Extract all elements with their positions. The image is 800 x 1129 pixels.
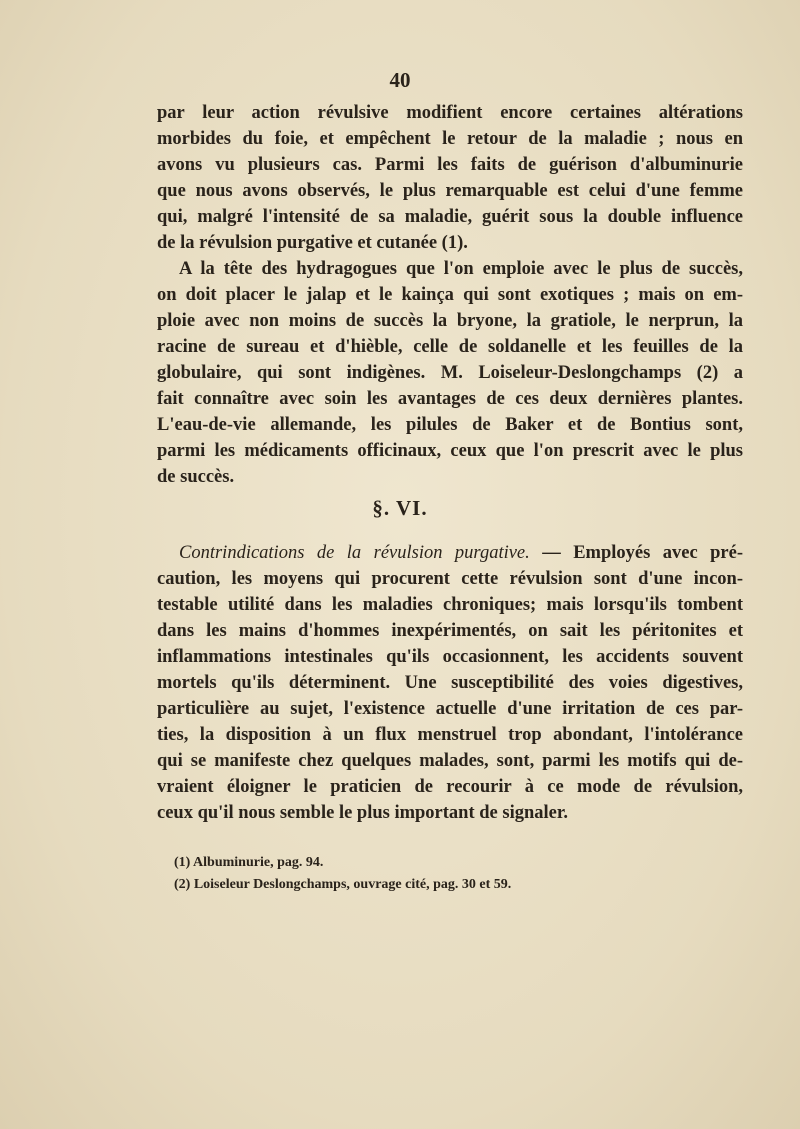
footnotes (174, 852, 694, 896)
text-line: inflammations intestinales qu'ils occasionnent, les accidents souvent (157, 647, 743, 667)
text-line: mortels qu'ils déterminent. Une susceptibilité des voies digestives, (157, 673, 743, 693)
text-line: ploie avec non moins de succès la bryone, la gratiole, le nerprun, la (157, 311, 743, 331)
text-line: dans les mains d'hommes inexpérimentés, on sait les péritonites et (157, 621, 743, 641)
text-line: globulaire, qui sont indigènes. M. Loiseleur-Deslongchamps (2) a (157, 363, 743, 383)
text-line: par leur action révulsive modifient encore certaines altérations (157, 103, 743, 123)
paragraph-contrindications (157, 540, 743, 826)
text-line: ceux qu'il nous semble le plus important de signaler. (157, 803, 568, 823)
text-line: testable utilité dans les maladies chroniques; mais lorsqu'ils tombent (157, 595, 743, 615)
text-line: parmi les médicaments officinaux, ceux que l'on prescrit avec le plus (157, 441, 743, 461)
page-number: 40 (389, 68, 411, 92)
text-line: qui se manifeste chez quelques malades, sont, parmi les motifs qui de- (157, 751, 743, 771)
text-line: morbides du foie, et empêchent le retour de la maladie ; nous en (157, 129, 743, 149)
text-line: de succès. (157, 467, 235, 487)
text-line: particulière au sujet, l'existence actuelle d'une irritation de ces par- (157, 699, 743, 719)
text-line: qui, malgré l'intensité de sa maladie, guérit sous la double influence (157, 207, 743, 227)
paragraph-heading: Contrindications de la révulsion purgative. (179, 543, 530, 563)
text-line: de la révulsion purgative et cutanée (1). (157, 233, 468, 253)
text-line: racine de sureau et d'hièble, celle de soldanelle et les feuilles de la (157, 337, 743, 357)
text-line (157, 540, 743, 566)
paragraph-heading-rest: — Employés avec pré- (542, 543, 744, 563)
paragraph-hydragogues (157, 256, 743, 490)
text-line: que nous avons observés, le plus remarquable est celui d'une femme (157, 181, 743, 201)
section-heading: §. VI. (372, 496, 428, 520)
text-line: vraient éloigner le praticien de recourir à ce mode de révulsion, (157, 777, 743, 797)
paragraph-albuminuria (157, 100, 743, 256)
text-line: on doit placer le jalap et le kainça qui sont exotiques ; mais on em- (157, 285, 743, 305)
text-line: avons vu plusieurs cas. Parmi les faits de guérison d'albuminurie (157, 155, 743, 175)
text-line: caution, les moyens qui procurent cette révulsion sont d'une incon- (157, 569, 743, 589)
text-line: A la tête des hydragogues que l'on emploie avec le plus de succès, (179, 259, 743, 279)
text-line: L'eau-de-vie allemande, les pilules de Baker et de Bontius sont, (157, 415, 743, 435)
footnote: (1) Albuminurie, pag. 94. (174, 855, 324, 870)
footnote: (2) Loiseleur Deslongchamps, ouvrage cité, pag. 30 et 59. (174, 877, 512, 892)
text-line: fait connaître avec soin les avantages de ces deux dernières plantes. (157, 389, 743, 409)
text-line: ties, la disposition à un flux menstruel trop abondant, l'intolérance (157, 725, 743, 745)
